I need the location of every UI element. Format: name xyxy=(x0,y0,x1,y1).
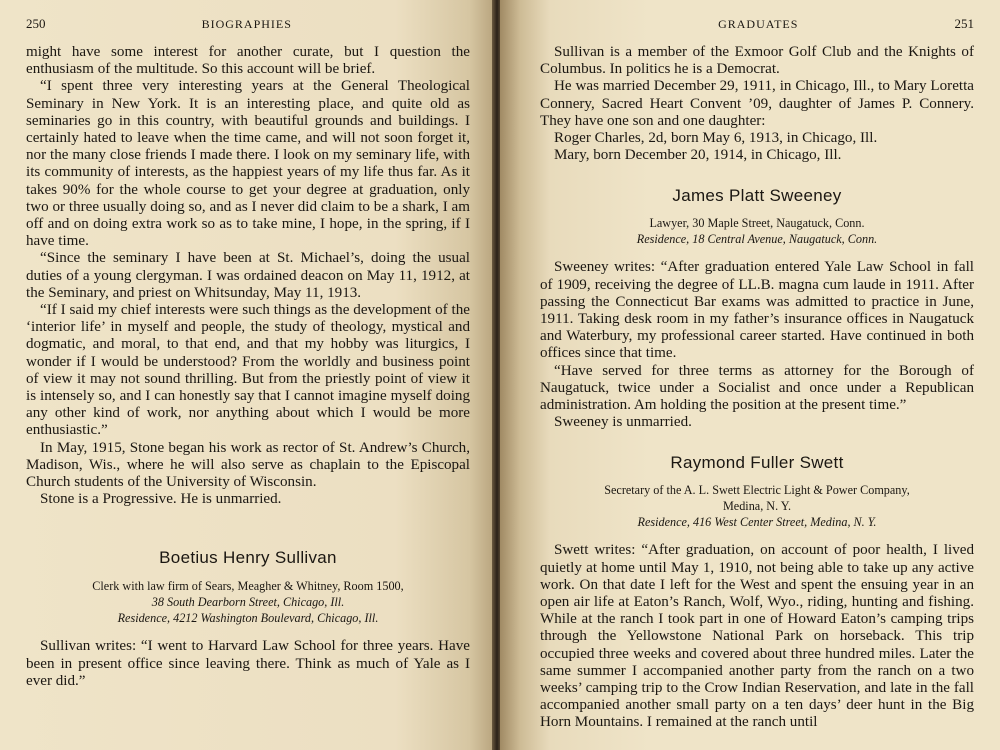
swett-paragraph: Swett writes: “After graduation, on account of poor health, I lived quietly at home until May 1, 1910, not being able to take up any active work. On that date I left for the West and spent the ensuing year in an open air life at Eaton’s Ranch, Wolf, Wyo., riding, hunting and fishing. While at the ranch I took part in one of Howard Eaton’s camping trips through the Yellowstone National Park on horseback. This trip occupied three weeks and covered about three hundred miles. Later the same summer I accompanied another party from the ranch on a two weeks’ camping trip to the Crow Indian Reservation, and late in the fall accompanied another small party on a ten days’ deer hunt in the Big Horn Mountains. I remained at the ranch until xyxy=(540,542,974,731)
sweeney-paragraph: Sweeney writes: “After graduation entered Yale Law School in fall of 1909, receiving the degree of LL.B. magna cum laude in 1911. After passing the Connecticut Bar exams was admitted to practice in June, 1911. Taking desk room in my father’s insurance offices in Naugatuck and Waterbury, my professional career started. Have continued in both offices since that time. xyxy=(540,259,974,362)
stone-paragraph: “Since the seminary I have been at St. Michael’s, doing the usual duties of a young clergyman. I was ordained deacon on May 11, 1912, at the Seminary, and priest on Whitsunday, May 11, 1913. xyxy=(26,250,470,301)
stone-paragraph: might have some interest for another curate, but I question the enthusiasm of the multitude. So this account will be brief. xyxy=(26,44,470,78)
left-page-number: 250 xyxy=(26,16,46,31)
stone-paragraph: “I spent three very interesting years at the General Theological Seminary in New York. It is an interesting place, and quite old as seminaries go in this country, with beautiful grounds and buildings. I certainly hated to leave when the time came, and will not soon forget it, nor the many close friends I made there. I look on my seminary life, with its community of interests, as the happiest years of my life thus far. As it takes 90% for the whole course to get your degree at graduation, only two or three usually doing so, and as I never did claim to be a shark, I am off and on doing extra work so as to take mine, I hope, in the spring, if I have time. xyxy=(26,78,470,250)
bio-residence: Residence, 4212 Washington Boulevard, Chicago, Ill. xyxy=(117,611,379,626)
bio-heading-sullivan: Boetius Henry Sullivan xyxy=(159,548,337,568)
bio-occupation-place: Medina, N. Y. xyxy=(722,499,792,514)
right-running-head xyxy=(540,16,974,32)
bio-heading-sweeney: James Platt Sweeney xyxy=(672,186,842,206)
bio-residence: Residence, 416 West Center Street, Medina, N. Y. xyxy=(637,515,877,530)
right-running-title: GRADUATES xyxy=(718,17,799,31)
bio-heading-swett: Raymond Fuller Swett xyxy=(670,453,844,473)
bio-occupation: Secretary of the A. L. Swett Electric Light & Power Company, xyxy=(604,483,910,498)
sullivan-paragraph: He was married December 29, 1911, in Chicago, Ill., to Mary Loretta Connery, Sacred Heart Convent ’09, daughter of James P. Connery. They have one son and one daughter: xyxy=(540,78,974,129)
stone-paragraph: “If I said my chief interests were such things as the development of the ‘interior life’ in myself and people, the study of theology, mystical and dogmatic, and moral, to that end, and that my hobby was liturgics, I wonder if I would be understood? From the worldly and business point of view it may not sound thrilling. But from the priestly point of view it is intensely so, and I can honestly say that I cannot imagine myself doing any other kind of work, nor anything about which I would be more enthusiastic.” xyxy=(26,302,470,439)
bio-residence: Residence, 18 Central Avenue, Naugatuck, Conn. xyxy=(636,232,878,247)
bio-occupation-address: 38 South Dearborn Street, Chicago, Ill. xyxy=(151,595,345,610)
left-page xyxy=(0,0,494,750)
sullivan-paragraph: Sullivan writes: “I went to Harvard Law School for three years. Have been in present office since leaving there. Think as much of Yale as I ever did.” xyxy=(26,638,470,689)
left-running-title: BIOGRAPHIES xyxy=(201,17,292,31)
sweeney-paragraph: “Have served for three terms as attorney for the Borough of Naugatuck, twice under a Socialist and once under a Republican administration. Am holding the position at the present time.” xyxy=(540,362,974,414)
list-item: Roger Charles, 2d, born May 6, 1913, in Chicago, Ill. xyxy=(554,130,878,147)
sullivan-paragraph: Sullivan is a member of the Exmoor Golf Club and the Knights of Columbus. In politics he is a Democrat. xyxy=(540,44,974,78)
stone-paragraph: In May, 1915, Stone began his work as rector of St. Andrew’s Church, Madison, Wis., where he will also serve as chaplain to the Episcopal Church students of the University of Wisconsin. xyxy=(26,439,470,491)
sweeney-paragraph: Sweeney is unmarried. xyxy=(554,414,692,431)
right-page-number: 251 xyxy=(954,16,974,31)
list-item: Mary, born December 20, 1914, in Chicago, Ill. xyxy=(554,147,842,164)
stone-paragraph: Stone is a Progressive. He is unmarried. xyxy=(40,491,282,508)
bio-occupation: Clerk with law firm of Sears, Meagher & Whitney, Room 1500, xyxy=(92,579,404,594)
children-list xyxy=(540,130,974,164)
left-running-head xyxy=(26,16,470,32)
bio-occupation: Lawyer, 30 Maple Street, Naugatuck, Conn. xyxy=(649,216,865,231)
right-page xyxy=(500,0,1000,750)
